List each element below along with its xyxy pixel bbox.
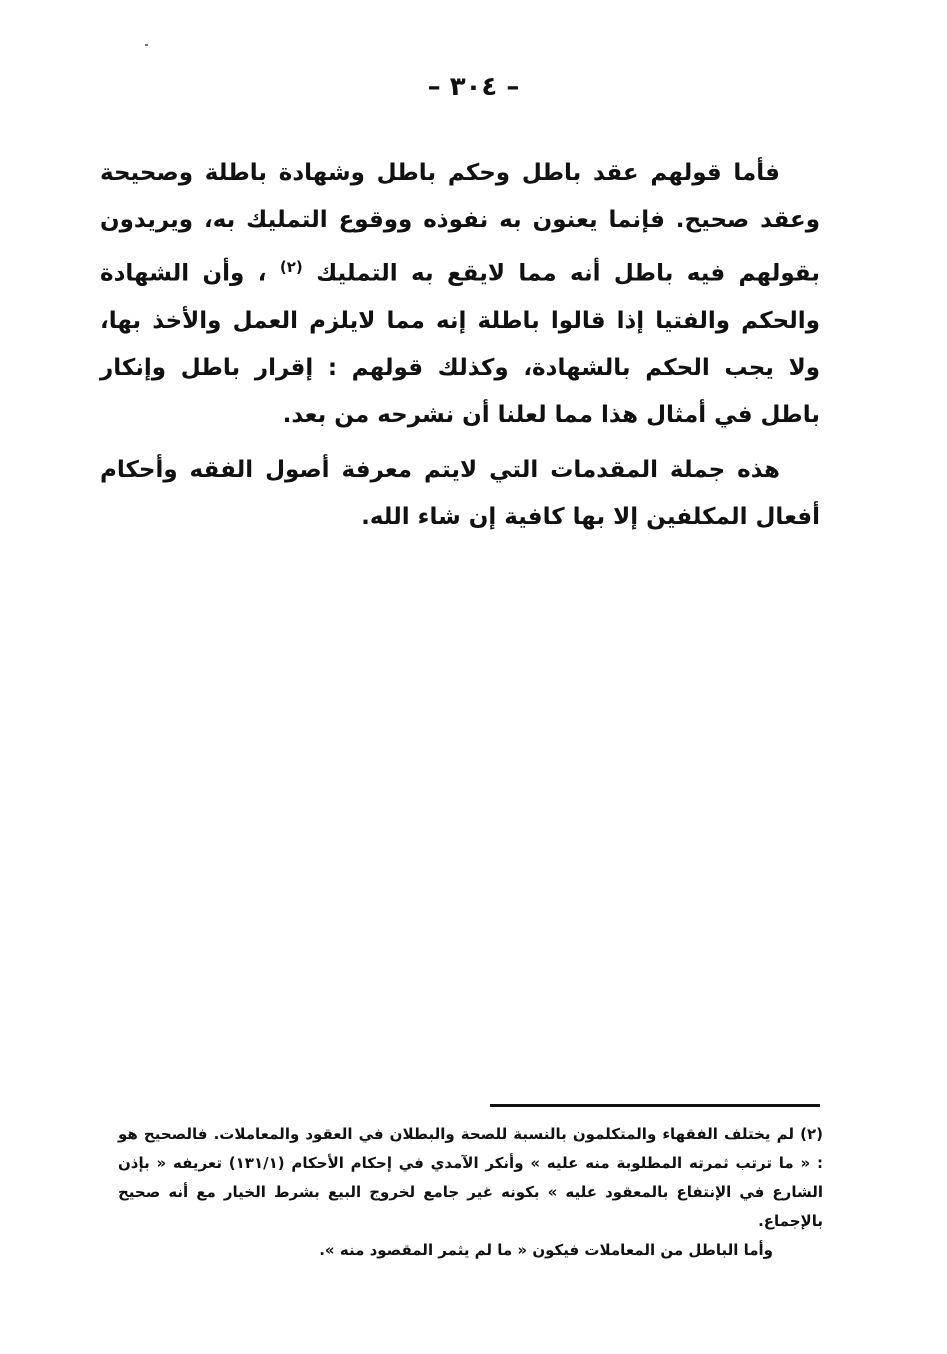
footnote-divider <box>490 1104 820 1107</box>
paragraph-1-text: فأما قولهم عقد باطل وحكم باطل وشهادة باطلة وصحيحة وعقد صحيح. فإنما يعنون به نفوذه ووقوع التمليك به، ويريدون بقولهم فيه باطل أنه مما لايقع به التمليك <box>100 160 820 287</box>
page-number: – ٣٠٤ – <box>427 72 520 102</box>
paragraph-2: هذه جملة المقدمات التي لايتم معرفة أصول الفقه وأحكام أفعال المكلفين إلا بها كافية إن شاء الله. <box>100 456 820 530</box>
footnote-2 <box>118 1120 823 1236</box>
main-text <box>100 150 820 549</box>
footnote-reference[interactable]: (٢) <box>279 258 303 276</box>
paragraph-1 <box>100 150 820 439</box>
footnote-text: لم يختلف الفقهاء والمتكلمون بالنسبة للصحة والبطلان في العقود والمعاملات. فالصحيح هو : « ما ترتب ثمرته المطلوبة منه عليه » وأنكر الآمدي في إحكام الأحكام (١٣١/١) تعريفه « بإذن الشارع في الإنتفاع بالمعقود عليه » بكونه غير جامع لخروج البيع بشرط الخيار مع أنه صحيح بالإجماع. <box>118 1125 823 1230</box>
footnotes <box>118 1120 823 1265</box>
footnote-marker: (٢) <box>800 1125 823 1143</box>
footnote-2-second-line: وأما الباطل من المعاملات فيكون « ما لم يثمر المقصود منه ». <box>319 1241 773 1259</box>
paragraph-1-continuation: ، وأن الشهادة والحكم والفتيا إذا قالوا باطلة إنه مما لايلزم العمل والأخذ بها، ولا يجب الحكم بالشهادة، وكذلك قولهم : إقرار باطل وإنكار باطل في أمثال هذا مما لعلنا أن نشرحه من بعد. <box>100 260 820 428</box>
scan-speck <box>145 44 148 46</box>
